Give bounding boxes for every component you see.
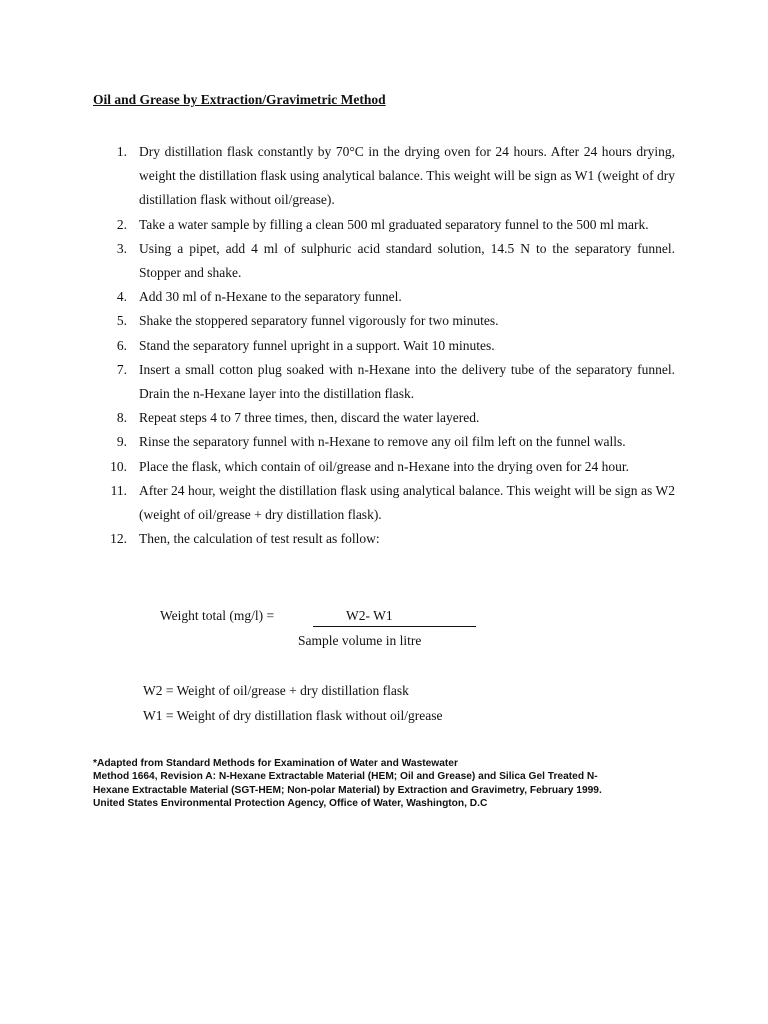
- procedure-step: [0, 455, 768, 479]
- footnote-line: United States Environmental Protection Agency, Office of Water, Washington, D.C: [93, 797, 488, 809]
- footnote-line: *Adapted from Standard Methods for Examination of Water and Wastewater: [93, 758, 458, 769]
- procedure-steps-list: [0, 140, 768, 551]
- step-text: Repeat steps 4 to 7 three times, then, discard the water layered.: [139, 410, 480, 426]
- variable-definitions: [143, 678, 442, 728]
- step-text: Insert a small cotton plug soaked with n-Hexane into the delivery tube of the separatory funnel. Drain the n-Hexane layer into the distillation flask.: [139, 361, 675, 402]
- formula-label: Weight total (mg/l) =: [160, 608, 275, 623]
- procedure-step: [0, 479, 768, 527]
- definition-w2: W2 = Weight of oil/grease + dry distillation flask: [143, 683, 409, 698]
- procedure-step: [0, 430, 768, 454]
- procedure-step: [0, 358, 768, 406]
- step-number: 10.: [110, 458, 127, 474]
- step-number: 2.: [116, 216, 127, 232]
- document-title: Oil and Grease by Extraction/Gravimetric Method: [93, 92, 386, 107]
- weight-formula: [0, 605, 768, 655]
- procedure-step: [0, 334, 768, 358]
- step-text: Dry distillation flask constantly by 70°C in the drying oven for 24 hours. After 24 hours drying, weight the distillation flask using analytical balance. This weight will be sign as W1 (weight of dry distillation flask without oil/grease).: [139, 144, 675, 208]
- procedure-step: [0, 140, 768, 213]
- formula-numerator-text: W2- W1: [346, 608, 393, 623]
- step-text: Stand the separatory funnel upright in a support. Wait 10 minutes.: [139, 337, 495, 353]
- step-number: 4.: [116, 289, 127, 305]
- step-text: After 24 hour, weight the distillation flask using analytical balance. This weight will be sign as W2 (weight of oil/grease + dry distillation flask).: [139, 482, 675, 523]
- step-number: 1.: [116, 144, 127, 159]
- step-number: 8.: [116, 410, 127, 426]
- step-number: 6.: [116, 337, 127, 353]
- step-text: Rinse the separatory funnel with n-Hexane to remove any oil film left on the funnel walls.: [139, 434, 626, 450]
- procedure-step: [0, 406, 768, 430]
- footnote-line: Method 1664, Revision A: N-Hexane Extractable Material (HEM; Oil and Grease) and Silica Gel Treated N-: [93, 771, 598, 783]
- step-number: 11.: [110, 482, 127, 498]
- definition-w1: W1 = Weight of dry distillation flask without oil/grease: [143, 708, 443, 723]
- step-number: 9.: [116, 434, 127, 450]
- step-text: Using a pipet, add 4 ml of sulphuric acid standard solution, 14.5 N to the separatory funnel. Stopper and shake.: [139, 240, 675, 281]
- formula-numerator: [313, 608, 476, 627]
- step-text: Shake the stoppered separatory funnel vigorously for two minutes.: [139, 313, 499, 329]
- procedure-step: [0, 213, 768, 237]
- step-number: 5.: [116, 313, 127, 329]
- procedure-step: [0, 527, 768, 551]
- procedure-step: [0, 237, 768, 285]
- footnote-line: Hexane Extractable Material (SGT-HEM; Non-polar Material) by Extraction and Gravimetry, February 1999.: [93, 784, 602, 796]
- step-text: Then, the calculation of test result as follow:: [139, 531, 380, 547]
- step-text: Take a water sample by filling a clean 500 ml graduated separatory funnel to the 500 ml mark.: [139, 216, 649, 232]
- source-footnote: [93, 757, 683, 810]
- formula-denominator: Sample volume in litre: [298, 633, 422, 648]
- step-number: 12.: [110, 531, 127, 547]
- step-text: Place the flask, which contain of oil/grease and n-Hexane into the drying oven for 24 hour.: [139, 458, 629, 474]
- step-number: 7.: [116, 361, 127, 377]
- step-text: Add 30 ml of n-Hexane to the separatory funnel.: [139, 289, 402, 305]
- step-number: 3.: [116, 240, 127, 256]
- procedure-step: [0, 285, 768, 309]
- procedure-step: [0, 309, 768, 333]
